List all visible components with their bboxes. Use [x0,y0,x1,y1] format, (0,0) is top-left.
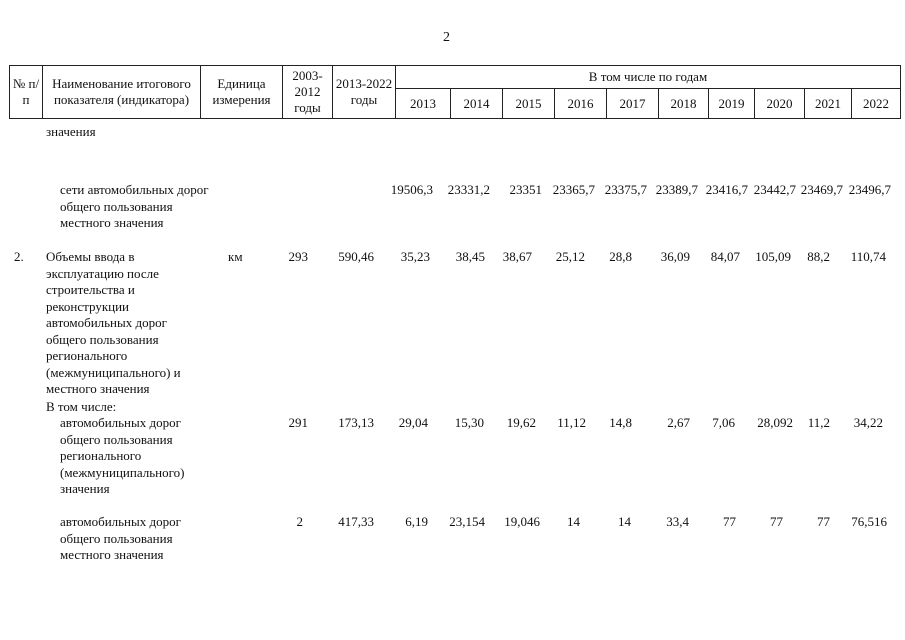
cell-value: 23351 [509,182,542,197]
cell-value: 23389,7 [655,182,698,197]
cell-value: 2,67 [667,415,690,430]
cell-total-2003: 2 [296,514,303,529]
header-year: 2021 [805,89,852,119]
row-unit: км [228,249,243,264]
cell-value: 35,23 [400,249,430,264]
cell-value: 15,30 [454,415,484,430]
cell-total-2013: 417,33 [338,514,374,529]
header-no: № п/п [10,66,43,119]
header-2003-2012: 2003-2012 годы [283,66,333,119]
cell-value: 23416,7 [705,182,748,197]
cell-total-2013: 173,13 [338,415,374,430]
cell-value: 14 [618,514,631,529]
cell-value: 76,516 [851,514,887,529]
cell-value: 110,74 [850,249,886,264]
including-label: В том числе: [46,399,117,414]
cell-value: 14 [567,514,580,529]
cell-value: 36,09 [660,249,690,264]
cell-value: 28,8 [609,249,632,264]
carryover-text: значения [46,124,96,139]
cell-value: 19,62 [506,415,536,430]
cell-value: 14,8 [609,415,632,430]
cell-value: 7,06 [712,415,735,430]
header-unit: Единица измерения [201,66,283,119]
cell-value: 77 [770,514,783,529]
cell-total-2003: 291 [288,415,308,430]
row-number: 2. [14,249,24,264]
header-year: 2019 [709,89,755,119]
cell-value: 19,046 [504,514,540,529]
row-name: автомобильных дорог общего пользования регионального (межмуниципального) значения [60,415,185,496]
cell-total-2003: 293 [288,249,308,264]
header-years-group: В том числе по годам [396,66,901,89]
cell-value: 105,09 [755,249,791,264]
cell-value: 23469,7 [800,182,843,197]
header-year: 2022 [852,89,901,119]
header-year: 2017 [607,89,659,119]
header-year: 2015 [503,89,555,119]
header-year: 2013 [396,89,451,119]
table-header [9,65,901,119]
cell-value: 23496,7 [848,182,891,197]
cell-value: 23375,7 [604,182,647,197]
cell-value: 11,12 [557,415,586,430]
cell-value: 28,092 [757,415,793,430]
row-name: Объемы ввода в эксплуатацию после строительства и реконструкции автомобильных дорог общего пользования регионального (межмуниципального) и местного значения [46,249,181,396]
cell-value: 77 [723,514,736,529]
cell-value: 34,22 [853,415,883,430]
cell-value: 11,2 [807,415,830,430]
header-name: Наименование итогового показателя (индикатора) [43,66,201,119]
cell-value: 84,07 [710,249,740,264]
cell-value: 19506,3 [390,182,433,197]
cell-value: 23,154 [449,514,485,529]
cell-value: 77 [817,514,830,529]
cell-value: 23442,7 [753,182,796,197]
cell-value: 23365,7 [552,182,595,197]
cell-value: 38,67 [502,249,532,264]
cell-total-2013: 590,46 [338,249,374,264]
header-year: 2018 [659,89,709,119]
header-year: 2016 [555,89,607,119]
cell-value: 33,4 [666,514,689,529]
page-number: 2 [443,30,450,45]
row-name: автомобильных дорог общего пользования местного значения [60,514,181,562]
cell-value: 25,12 [555,249,585,264]
cell-value: 88,2 [807,249,830,264]
header-year: 2020 [755,89,805,119]
cell-value: 23331,2 [447,182,490,197]
cell-value: 38,45 [455,249,485,264]
cell-value: 6,19 [405,514,428,529]
cell-value: 29,04 [398,415,428,430]
row-name: сети автомобильных дорог общего пользования местного значения [60,182,209,230]
header-year: 2014 [451,89,503,119]
header-2013-2022: 2013-2022 годы [333,66,396,119]
